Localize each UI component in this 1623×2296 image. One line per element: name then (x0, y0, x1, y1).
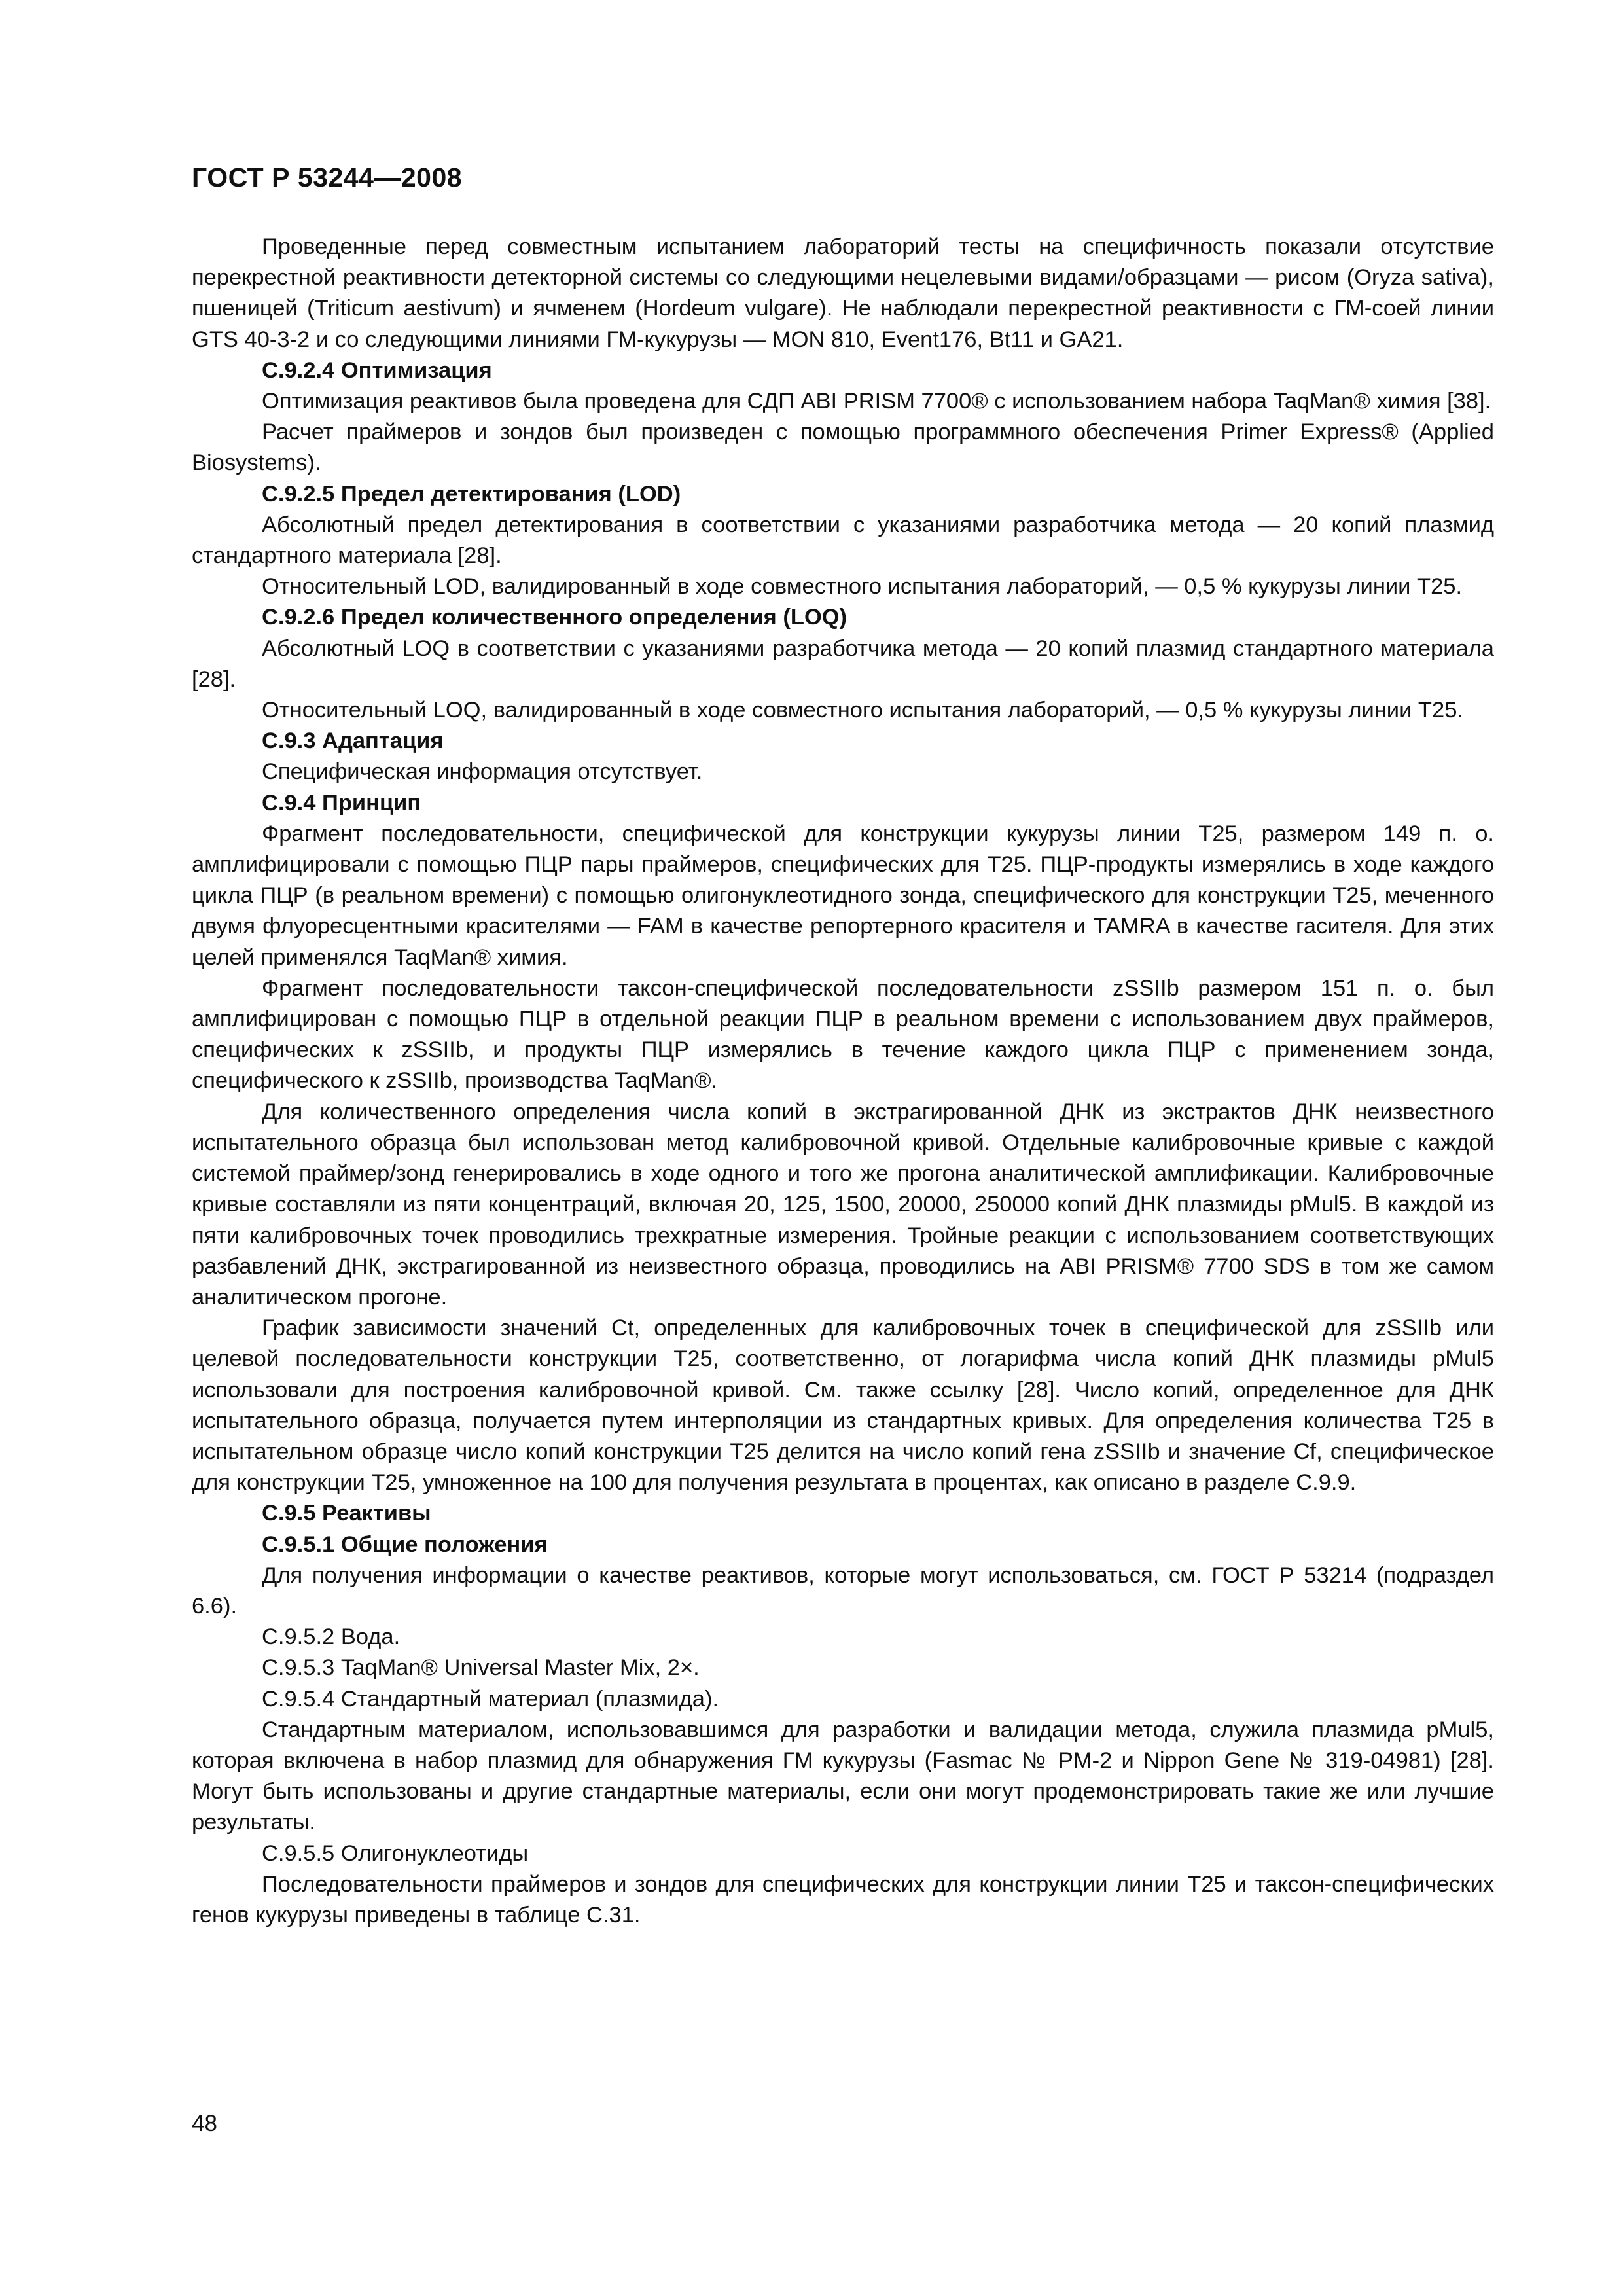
page-number: 48 (192, 2111, 217, 2136)
list-item: С.9.5.3 TaqMan® Universal Master Mix, 2×. (262, 1655, 700, 1681)
paragraph: Специфическая информация отсутствует. (262, 759, 703, 785)
list-item: С.9.5.2 Вода. (262, 1624, 401, 1650)
paragraph: Фрагмент последовательности, специфической для конструкции кукурузы линии Т25, размером 149 п. о. амплифицировали с помощью ПЦР пары праймеров, специфических для Т25. ПЦР-продукты измерялись в ходе каждого цикла ПЦР (в реальном времени) с помощью олигонуклеотидного зонда, специфического для конструкции Т25, меченного двумя флуоресцентными красителями — FAM в качестве репортерного красителя и TAMRA в качестве гасителя. Для этих целей применялся TaqMan® химия. (192, 821, 1494, 970)
paragraph: Для получения информации о качестве реактивов, которые могут использоваться, см. ГОСТ Р 53214 (подраздел 6.6). (192, 1562, 1494, 1619)
section-heading: С.9.2.4 Оптимизация (262, 357, 492, 383)
paragraph: Расчет праймеров и зондов был произведен с помощью программного обеспечения Primer Express® (Applied Biosystems). (192, 420, 1494, 476)
paragraph: Абсолютный предел детектирования в соответствии с указаниями разработчика метода — 20 копий плазмид стандартного материала [28]. (192, 512, 1494, 569)
document-header: ГОСТ Р 53244—2008 (192, 162, 463, 192)
paragraph: Проведенные перед совместным испытанием лабораторий тесты на специфичность показали отсутствие перекрестной реактивности детекторной системы со следующими нецелевыми видами/образцами — рисом (Oryza sativa), пшеницей (Triticum aestivum) и ячменем (Hordeum vulgare). Не наблюдали перекрестной реактивности с ГМ-соей линии GTS 40-3-2 и со следующими линиями ГМ-кукурузы — MON 810, Event176, Bt11 и GA21. (192, 234, 1494, 352)
paragraph: Стандартным материалом, использовавшимся для разработки и валидации метода, служила плазмида pMul5, которая включена в набор плазмид для обнаружения ГМ кукурузы (Fasmac № PM-2 и Nippon Gene № 319-04981) [28]. Могут быть использованы и другие стандартные материалы, если они могут продемонстрировать такие же или лучшие результаты. (192, 1717, 1494, 1835)
section-heading: С.9.2.5 Предел детектирования (LOD) (262, 481, 681, 507)
section-heading: С.9.2.6 Предел количественного определения (LOQ) (262, 605, 847, 630)
paragraph: Относительный LOD, валидированный в ходе совместного испытания лабораторий, — 0,5 % кукурузы линии Т25. (262, 574, 1463, 600)
paragraph: График зависимости значений Ct, определенных для калибровочных точек в специфической для zSSIIb или целевой последовательности конструкции Т25, соответственно, от логарифма числа копий ДНК плазмиды pMul5 использовали для построения калибровочной кривой. См. также ссылку [28]. Число копий, определенное для ДНК испытательного образца, получается путем интерполяции из стандартных кривых. Для определения количества Т25 в испытательном образце число копий конструкции Т25 делится на число копий гена zSSIIb и значение Cf, специфическое для конструкции Т25, умноженное на 100 для получения результата в процентах, как описано в разделе С.9.9. (192, 1316, 1494, 1496)
section-heading: С.9.4 Принцип (262, 790, 421, 816)
paragraph: Последовательности праймеров и зондов для специфических для конструкции линии Т25 и таксон-специфических генов кукурузы приведены в таблице С.31. (192, 1871, 1494, 1928)
section-heading: С.9.3 Адаптация (262, 728, 444, 754)
paragraph: Для количественного определения числа копий в экстрагированной ДНК из экстрактов ДНК неизвестного испытательного образца был использован метод калибровочной кривой. Отдельные калибровочные кривые с каждой системой праймер/зонд генерировались в ходе одного и того же прогона аналитической амплификации. Калибровочные кривые составляли из пяти концентраций, включая 20, 125, 1500, 20000, 250000 копий ДНК плазмиды pMul5. В каждой из пяти калибровочных точек проводились трехкратные измерения. Тройные реакции с использованием соответствующих разбавлений ДНК, экстрагированной из неизвестного образца, проводились на ABI PRISM® 7700 SDS в том же самом аналитическом прогоне. (192, 1099, 1494, 1310)
section-heading: С.9.5 Реактивы (262, 1501, 431, 1526)
list-item: С.9.5.4 Стандартный материал (плазмида). (262, 1686, 719, 1712)
paragraph: Оптимизация реактивов была проведена для СДП ABI PRISM 7700® с использованием набора TaqMan® химия [38]. (262, 389, 1491, 414)
list-item: С.9.5.5 Олигонуклеотиды (262, 1840, 529, 1866)
section-heading: С.9.5.1 Общие положения (262, 1532, 548, 1557)
paragraph: Абсолютный LOQ в соответствии с указаниями разработчика метода — 20 копий плазмид стандартного материала [28]. (192, 636, 1494, 692)
paragraph: Фрагмент последовательности таксон-специфической последовательности zSSIIb размером 151 п. о. был амплифицирован с помощью ПЦР в отдельной реакции ПЦР в реальном времени с использованием двух праймеров, специфических к zSSIIb, и продукты ПЦР измерялись в течение каждого цикла ПЦР с применением зонда, специфического к zSSIIb, производства TaqMan®. (192, 975, 1494, 1094)
document-body (192, 232, 1494, 1931)
paragraph: Относительный LOQ, валидированный в ходе совместного испытания лабораторий, — 0,5 % кукурузы линии Т25. (262, 698, 1463, 723)
